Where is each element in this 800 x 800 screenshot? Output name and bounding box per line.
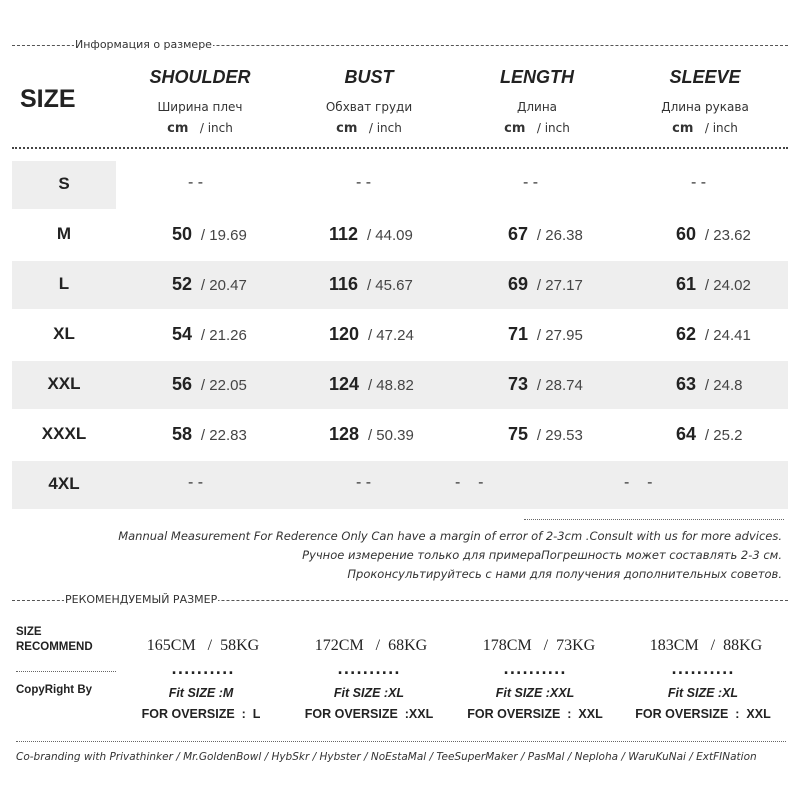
size-header: SIZE [20,85,76,113]
sleeve-unit: cm / inch [672,121,738,136]
table-row [12,311,788,359]
size-label: S [58,174,70,193]
shoulder-subheader: Ширина плеч [157,100,243,114]
size-recommend-label: SIZE RECOMMEND [16,626,93,653]
size-label: M [56,224,72,243]
cobranding-divider [16,741,786,742]
table-row [12,261,788,309]
length-value: 71 / 27.95 [508,324,583,344]
recommend-section-title: РЕКОМЕНДУЕМЫЙ РАЗМЕР [65,593,218,606]
notes-divider [524,519,784,520]
bust-unit: cm / inch [336,121,402,136]
sleeve-value: - - [691,174,707,191]
table-row [12,361,788,409]
info-section-title: Информация о размере [75,38,212,51]
copyright-label: CopyRight By [16,684,93,696]
size-label: XL [53,324,75,343]
bust-value: 128 / 50.39 [329,424,414,444]
recommend-height-weight: 183CM / 88KG [649,637,763,654]
sleeve-subheader: Длина рукава [661,100,749,114]
sleeve-value: - - [624,474,653,491]
sleeve-value: 60 / 23.62 [676,224,751,244]
sleeve-value: 61 / 24.02 [676,274,751,294]
recommend-oversize: FOR OVERSIZE : XXL [467,707,603,721]
sleeve-value: 62 / 24.41 [676,324,751,344]
shoulder-value: - - [188,174,204,191]
recommend-height-weight: 178CM / 73KG [482,637,596,654]
sleeve-value: 64 / 25.2 [676,424,743,444]
recommend-dots: .......... [337,662,401,678]
header-divider [12,147,788,149]
recommend-oversize: FOR OVERSIZE : L [141,707,261,721]
size-label: L [58,274,70,293]
size-label: XXXL [41,424,87,443]
shoulder-value: 58 / 22.83 [172,424,247,444]
bust-value: 116 / 45.67 [329,274,413,294]
recommend-fit-size: Fit SIZE :XXL [495,686,575,700]
shoulder-value: 50 / 19.69 [172,224,247,244]
recommend-oversize: FOR OVERSIZE : XXL [635,707,771,721]
recommend-height-weight: 165CM / 58KG [146,637,260,654]
length-header: LENGTH [500,67,574,87]
shoulder-unit: cm / inch [167,121,233,136]
recommend-dots: .......... [503,662,567,678]
recommend-dots: .......... [171,662,235,678]
recommend-fit-size: Fit SIZE :M [168,686,234,700]
length-value: - - [523,174,539,191]
bust-value: - - [356,174,372,191]
shoulder-value: 56 / 22.05 [172,374,247,394]
shoulder-value: 54 / 21.26 [172,324,247,344]
recommend-fit-size: Fit SIZE :XL [667,686,739,700]
bust-value: 120 / 47.24 [329,324,414,344]
note-russian-1: Ручное измерение только для примераПогрешность может составлять 2-3 см. [302,548,782,562]
recommend-dots: .......... [671,662,735,678]
length-unit: cm / inch [504,121,570,136]
shoulder-value: - - [188,474,204,491]
bust-value: - - [356,474,372,491]
size-label: 4XL [48,474,80,493]
table-row [12,161,788,209]
size-label: XXL [47,374,81,393]
note-english: Mannual Measurement For Rederence Only Can have a margin of error of 2-3cm .Consult with us for more advices. [118,529,782,543]
recommend-oversize: FOR OVERSIZE :XXL [304,707,434,721]
length-subheader: Длина [516,100,558,114]
shoulder-header: SHOULDER [149,67,251,87]
length-value: 69 / 27.17 [508,274,583,294]
sleeve-value: 63 / 24.8 [676,374,743,394]
bust-header: BUST [344,67,394,87]
bust-value: 124 / 48.82 [329,374,414,394]
sleeve-header: SLEEVE [669,67,741,87]
bust-subheader: Обхват груди [325,100,413,114]
length-value: 75 / 29.53 [508,424,583,444]
label-divider [16,671,116,672]
recommend-fit-size: Fit SIZE :XL [333,686,405,700]
bust-value: 112 / 44.09 [329,224,413,244]
table-row [12,461,788,509]
length-value: 67 / 26.38 [508,224,583,244]
table-row [12,211,788,259]
shoulder-value: 52 / 20.47 [172,274,247,294]
length-value: - - [455,474,484,491]
note-russian-2: Проконсультируйтесь с нами для получения дополнительных советов. [347,567,782,581]
length-value: 73 / 28.74 [508,374,583,394]
table-row [12,411,788,459]
cobranding-text: Co-branding with Privathinker / Mr.GoldenBowl / HybSkr / Hybster / NoEstaMal / TeeSuperMaker / PasMal / Neploha / WaruKuNai / ExtFINation [16,751,757,763]
recommend-height-weight: 172CM / 68KG [314,637,428,654]
